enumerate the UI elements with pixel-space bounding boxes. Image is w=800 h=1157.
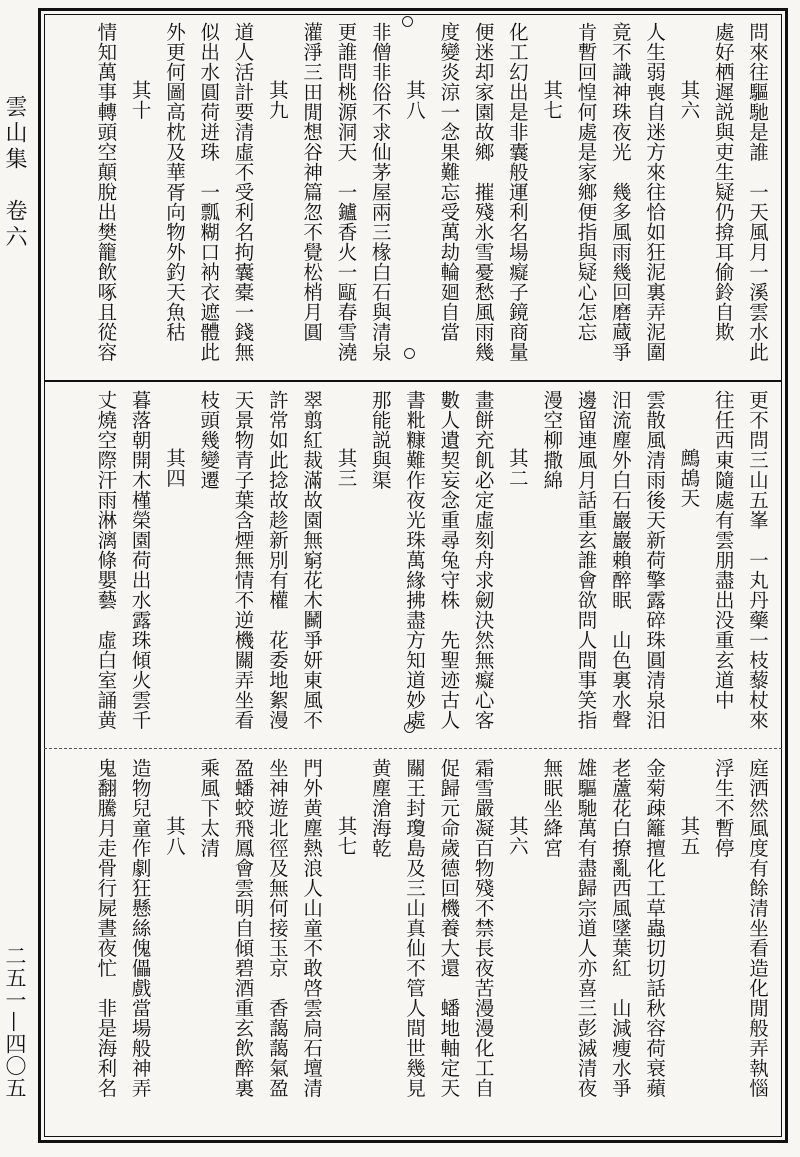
poem-heading: 其八 xyxy=(162,816,186,856)
text-column: 坐神遊北徑及無何接玉京 香藹藹氣盈 xyxy=(265,758,289,1098)
poem-heading: 其八 xyxy=(403,80,427,120)
poem-heading: 其七 xyxy=(334,816,358,856)
text-column: 問來往驅馳是誰 一天風月一溪雲水此 xyxy=(746,22,769,362)
text-column: 非僧非俗不求仙茅屋兩三椽白石與清泉 xyxy=(368,22,392,362)
text-column: 雲散風清雨後天新荷擎露碎珠圓清泉汨 xyxy=(643,390,667,730)
text-column: 便迷却家園故鄉 摧殘氷雪憂愁風雨幾 xyxy=(471,22,495,362)
text-column: 情知萬事轉頭空顛脫出樊籠飲啄且從容 xyxy=(94,22,118,362)
text-column: 枝頭幾變遷 xyxy=(197,390,221,490)
poem-heading: 其五 xyxy=(677,816,701,856)
text-column: 往任西東隨處有雲朋盡出没重玄道中 xyxy=(711,390,735,710)
text-column: 關王封瓊島及三山真仙不管人間世幾見 xyxy=(403,758,427,1098)
text-column: 金菊疎籬擅化工草蟲切切話秋容荷衰蘋 xyxy=(643,758,667,1098)
text-column: 漫空柳撒綿 xyxy=(540,390,564,490)
punctuation-circle xyxy=(404,348,415,359)
punctuation-circle xyxy=(402,16,413,27)
text-column: 畫餅充飢必定虛刻舟求劒決然無癡心客 xyxy=(471,390,495,730)
text-column: 處好栖遲説與吏生疑仍揜耳偷鈴自欺 xyxy=(711,22,735,342)
text-column: 盈蟠蛟飛鳳會雲明自傾碧酒重玄飲醉裏 xyxy=(231,758,255,1098)
text-column: 老蘆花白撩亂西風墜葉紅 山減瘦水爭 xyxy=(608,758,632,1098)
text-column: 度變炎涼一念果難忘受萬劫輪廻自當 xyxy=(437,22,461,342)
text-column: 更不問三山五峯 一丸丹藥一枝藜杖來 xyxy=(746,390,769,730)
text-column: 門外黄塵熱浪人山童不敢啓雲扃石壇清 xyxy=(300,758,324,1098)
text-column: 暮落朝開木槿榮園荷出水露珠傾火雲千 xyxy=(128,390,152,730)
poem-heading: 其十 xyxy=(128,80,152,120)
text-column: 更誰問桃源洞天 一鑪香火一甌春雪澆 xyxy=(334,22,358,362)
text-column: 造物兒童作劇狂懸絲傀儡戲當場般神弄 xyxy=(128,758,152,1098)
poem-heading: 其六 xyxy=(677,80,701,120)
text-column: 黄塵滄海乾 xyxy=(368,758,392,858)
text-column: 庭洒然風度有餘清坐看造化閒般弄執惱 xyxy=(746,758,769,1098)
text-panel-bottom xyxy=(88,758,774,1128)
text-column: 肯暫回惶何處是家鄉便指與疑心怎忘 xyxy=(574,22,598,342)
margin-page-number: 二五一—四〇五 xyxy=(3,945,27,1099)
text-column: 鬼翻騰月走骨行屍晝夜忙 非是海利名 xyxy=(94,758,118,1098)
text-column: 翠翦紅裁滿故園無窮花木鬭爭妍東風不 xyxy=(300,390,324,730)
text-column: 數人遺契妄念重尋兔守株 先聖迹古人 xyxy=(437,390,461,730)
poem-heading: 其七 xyxy=(540,80,564,120)
text-column: 促歸元命歲德回機養大還 蟠地軸定天 xyxy=(437,758,461,1098)
text-column: 乘風下太清 xyxy=(197,758,221,858)
text-panel-top xyxy=(88,22,774,372)
poem-heading: 鷓鴣天 xyxy=(677,448,701,508)
poem-heading: 其六 xyxy=(505,816,529,856)
text-column: 雄驅馳萬有盡歸宗道人亦喜三彭滅清夜 xyxy=(574,758,598,1098)
text-column: 汨流塵外白石巖巖賴醉眠 山色裏水聲 xyxy=(608,390,632,730)
text-column: 灌淨三田閒想谷神篇忽不覺松梢月圓 xyxy=(300,22,324,342)
text-column: 天景物青子葉含煙無情不逆機關弄坐看 xyxy=(231,390,255,730)
text-column: 書粃糠難作夜光珠萬緣拂盡方知道妙處 xyxy=(403,390,427,730)
text-column: 外更何圖高枕及華胥向物外釣天魚秙 xyxy=(162,22,186,342)
text-column: 人生弱喪自迷方來往恰如狂泥裏弄泥圍 xyxy=(643,22,667,362)
punctuation-circle xyxy=(404,722,415,733)
text-panel-middle xyxy=(88,390,774,742)
text-column: 竟不識神珠夜光 幾多風雨幾回磨蔵爭 xyxy=(608,22,632,362)
text-column: 化工幻出是非囊般運利名場癡子鏡商量 xyxy=(505,22,529,362)
text-column: 邊留連風月話重玄誰會欲問人間事笑指 xyxy=(574,390,598,730)
poem-heading: 其二 xyxy=(505,448,529,488)
poem-heading: 其四 xyxy=(162,448,186,488)
register-divider-2 xyxy=(44,748,782,749)
text-column: 那能説與渠 xyxy=(368,390,392,490)
text-column: 丈燒空際汗雨淋漓條嬰藝 虛白室誦黄 xyxy=(94,390,118,730)
text-column: 似出水圓荷迸珠 一瓢糊口衲衣遮體此 xyxy=(197,22,221,362)
register-divider-1 xyxy=(44,380,782,382)
text-column: 許常如此捻故趁新別有權 花委地絮漫 xyxy=(265,390,289,730)
margin-title: 雲山集 卷六 xyxy=(2,95,27,251)
text-column: 無眠坐絳宮 xyxy=(540,758,564,858)
text-column: 浮生不暫停 xyxy=(711,758,735,858)
text-column: 霜雪嚴凝百物殘不禁長夜苦漫漫化工自 xyxy=(471,758,495,1098)
poem-heading: 其九 xyxy=(265,80,289,120)
text-column: 道人活計要清虛不受利名拘囊橐一錢無 xyxy=(231,22,255,362)
poem-heading: 其三 xyxy=(334,448,358,488)
